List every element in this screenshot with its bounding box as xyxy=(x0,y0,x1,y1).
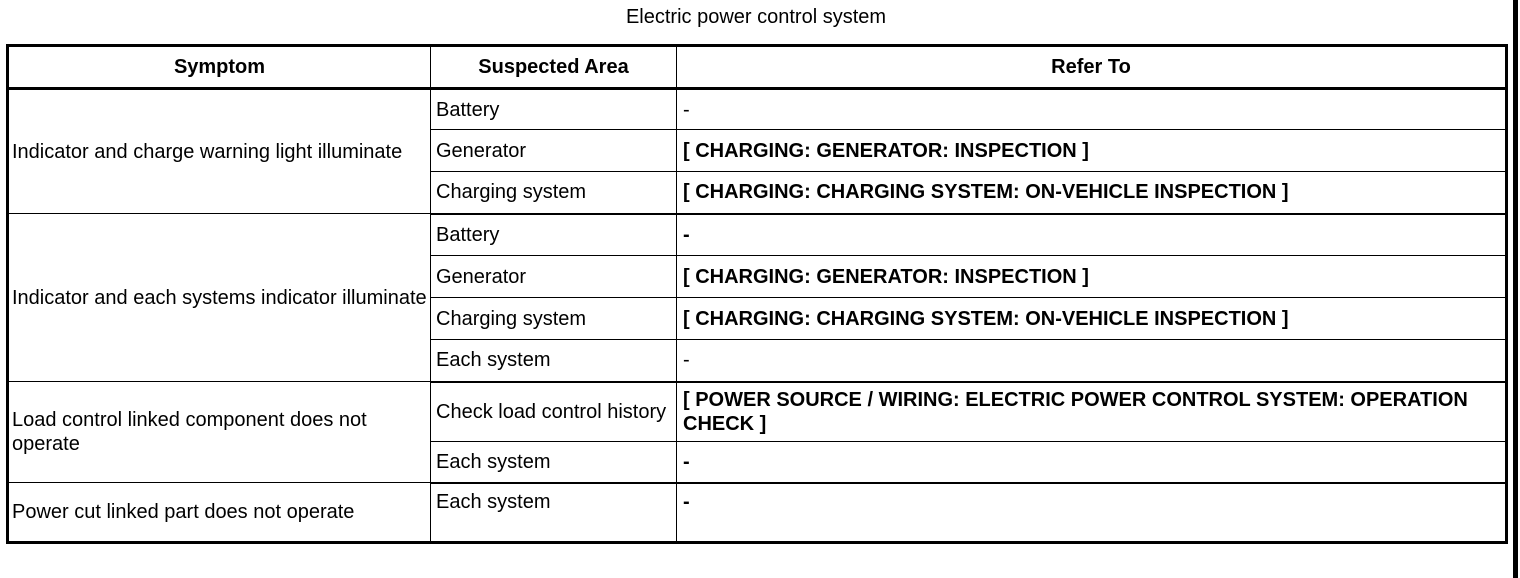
refer-to-link[interactable]: [ CHARGING: CHARGING SYSTEM: ON-VEHICLE INSPECTION ] xyxy=(677,172,1507,214)
symptom-cell: Power cut linked part does not operate xyxy=(8,483,431,543)
table-row xyxy=(8,382,1507,442)
symptom-table xyxy=(6,44,1508,544)
column-header-suspected-area: Suspected Area xyxy=(431,46,677,89)
refer-to-link[interactable]: [ POWER SOURCE / WIRING: ELECTRIC POWER CONTROL SYSTEM: OPERATION CHECK ] xyxy=(677,382,1507,442)
table-row xyxy=(8,483,1507,543)
refer-to-cell: - xyxy=(677,89,1507,130)
suspected-area-cell: Battery xyxy=(431,89,677,130)
column-header-refer-to: Refer To xyxy=(677,46,1507,89)
header-row xyxy=(8,46,1507,89)
symptom-cell: Indicator and charge warning light illuminate xyxy=(8,89,431,214)
suspected-area-cell: Each system xyxy=(431,442,677,483)
refer-to-cell: - xyxy=(677,442,1507,483)
refer-to-link[interactable]: [ CHARGING: GENERATOR: INSPECTION ] xyxy=(677,256,1507,298)
symptom-cell: Indicator and each systems indicator illuminate xyxy=(8,214,431,382)
refer-to-cell: - xyxy=(677,340,1507,382)
refer-to-link[interactable]: [ CHARGING: CHARGING SYSTEM: ON-VEHICLE INSPECTION ] xyxy=(677,298,1507,340)
symptom-cell: Load control linked component does not operate xyxy=(8,382,431,483)
suspected-area-cell: Generator xyxy=(431,256,677,298)
table-row xyxy=(8,89,1507,130)
suspected-area-cell: Each system xyxy=(431,483,677,543)
right-border-bar xyxy=(1513,0,1518,578)
suspected-area-cell: Each system xyxy=(431,340,677,382)
table-row xyxy=(8,214,1507,256)
refer-to-link[interactable]: [ CHARGING: GENERATOR: INSPECTION ] xyxy=(677,130,1507,172)
column-header-symptom: Symptom xyxy=(8,46,431,89)
suspected-area-cell: Battery xyxy=(431,214,677,256)
suspected-area-cell: Charging system xyxy=(431,298,677,340)
refer-to-cell: - xyxy=(677,483,1507,543)
suspected-area-cell: Charging system xyxy=(431,172,677,214)
suspected-area-cell: Generator xyxy=(431,130,677,172)
refer-to-cell: - xyxy=(677,214,1507,256)
suspected-area-cell: Check load control history xyxy=(431,382,677,442)
table-caption: Electric power control system xyxy=(625,6,887,28)
